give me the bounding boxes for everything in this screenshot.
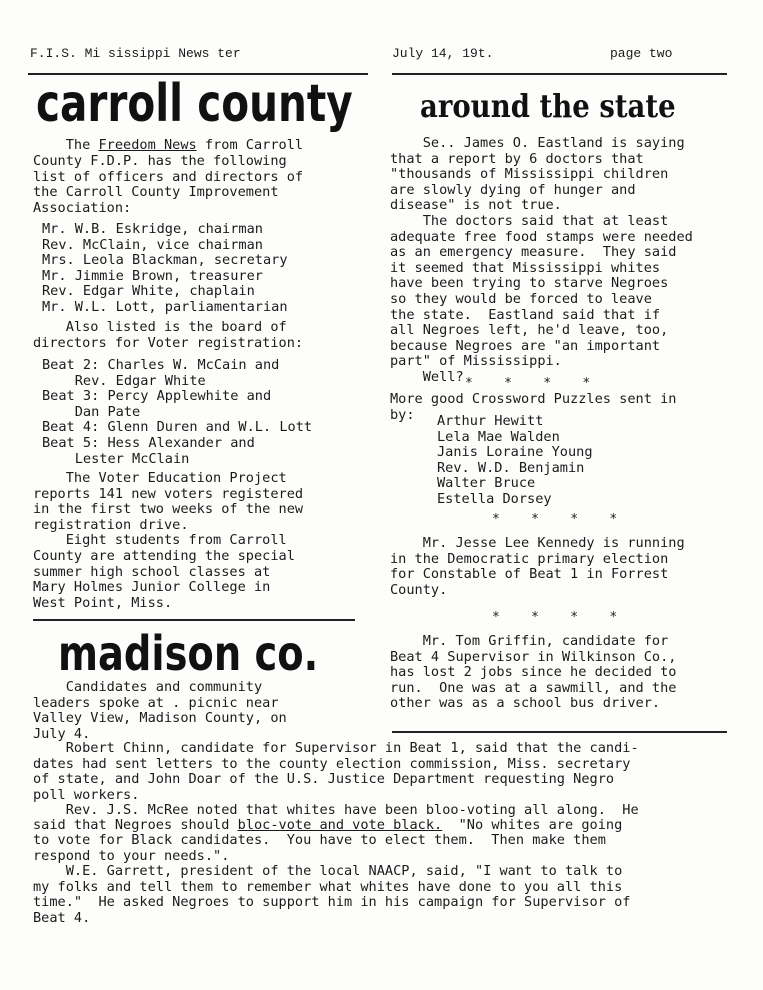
carroll-intro-rest: County F.D.P. has the following list of officers and directors of the Carroll County Improvement Association: xyxy=(33,153,304,216)
around-the-state-heading: around the state xyxy=(420,87,676,125)
puzzles-intro: More good Crossword Puzzles sent in by: xyxy=(390,391,677,423)
madison-intro: Candidates and community leaders spoke at . picnic near Valley View, Madison County, on July 4. xyxy=(33,679,287,742)
mcree-rest: to vote for Black candidates. You have to elect them. Then make them respond to your needs.". xyxy=(33,832,606,864)
section-divider-stars-1: * * * * xyxy=(465,376,591,391)
carroll-county-heading: carroll county xyxy=(36,74,353,134)
publication-name: F.I.S. Mi sissippi News ter xyxy=(30,46,241,61)
carroll-intro: The Freedom News from Carroll xyxy=(33,137,304,153)
chinn-paragraph: Robert Chinn, candidate for Supervisor in Beat 1, said that the candi- dates had sent letters to the county election commission, Miss. secretary of state, and John Doar of the U.S. Justice Department requesting Negro poll workers. xyxy=(33,740,639,803)
beats-list: Beat 2: Charles W. McCain and Rev. Edgar White Beat 3: Percy Applewhite and Dan Pate Beat 4: Glenn Duren and W.L. Lott Beat 5: Hess Alexander and Lester McClain xyxy=(42,357,313,467)
section-rule-right-bottom xyxy=(392,731,727,733)
section-divider-stars-3: * * * * xyxy=(492,610,618,625)
mcree-line-2: said that Negroes should bloc-vote and vote black. "No whites are going xyxy=(33,817,623,833)
eastland-paragraph: Se.. James O. Eastland is saying that a report by 6 doctors that "thousands of Mississippi children are slowly dying of hunger and disease" is not true. The doctors said that at least adequate free food stamps were needed as an emergency measure. They said it seemed that Mississippi whites have been trying to starve Negroes so they would be forced to leave the state. Eastland said that if all Negroes left, he'd leave, too, because Negroes are "an important part" of Mississippi. Well? xyxy=(390,135,693,385)
board-intro: Also listed is the board of directors for Voter registration: xyxy=(33,319,304,351)
issue-date: July 14, 19t. xyxy=(392,46,494,61)
madison-county-heading: madison co. xyxy=(58,626,319,682)
freedom-news-title: Freedom News xyxy=(98,137,197,153)
garrett-paragraph: W.E. Garrett, president of the local NAACP, said, "I want to talk to my folks and tell them to remember what whites have done to you all this time." He asked Negroes to support him in his campaign for Supervisor of Beat 4. xyxy=(33,863,631,926)
officers-list: Mr. W.B. Eskridge, chairman Rev. McClain, vice chairman Mrs. Leola Blackman, secretary Mr. Jimmie Brown, treasurer Rev. Edgar White, chaplain Mr. W.L. Lott, parliamentarian xyxy=(42,221,288,315)
voter-project-paragraph: The Voter Education Project reports 141 new voters registered in the first two weeks of the new registration drive. Eight students from Carroll County are attending the special summer high school classes at Mary Holmes Junior College in West Point, Miss. xyxy=(33,470,304,611)
mcree-line-1: Rev. J.S. McRee noted that whites have been bloo-voting all along. He xyxy=(33,802,639,818)
header-rule-right xyxy=(392,73,727,75)
griffin-paragraph: Mr. Tom Griffin, candidate for Beat 4 Supervisor in Wilkinson Co., has lost 2 jobs since he decided to run. One was at a sawmill, and the other was as a school bus driver. xyxy=(390,633,677,712)
puzzle-contributors-list: Arthur Hewitt Lela Mae Walden Janis Loraine Young Rev. W.D. Benjamin Walter Bruce Estella Dorsey xyxy=(437,413,593,507)
page-number: page two xyxy=(610,46,673,61)
kennedy-paragraph: Mr. Jesse Lee Kennedy is running in the Democratic primary election for Constable of Beat 1 in Forrest County. xyxy=(390,535,685,598)
section-divider-stars-2: * * * * xyxy=(492,512,618,527)
bloc-vote-phrase: bloc-vote and vote black. xyxy=(237,817,443,833)
section-rule-madison xyxy=(33,619,355,621)
